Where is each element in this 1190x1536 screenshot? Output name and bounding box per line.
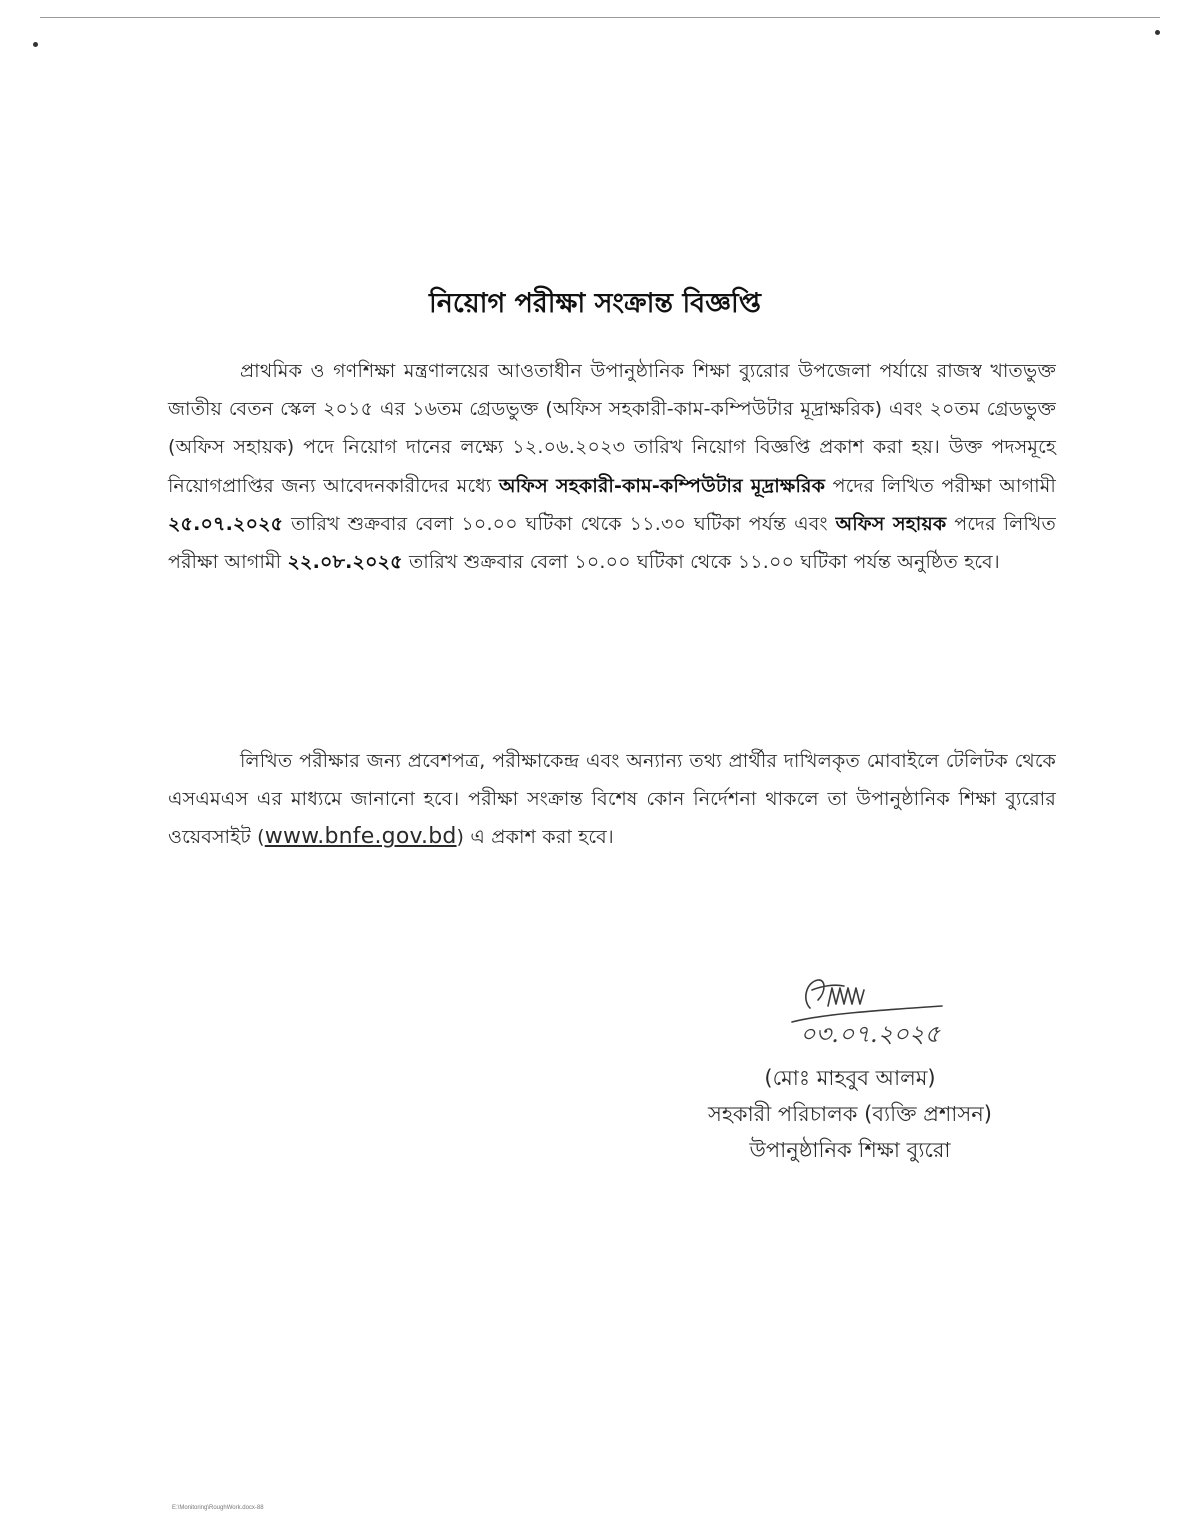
paragraph-admit-info — [168, 742, 1056, 857]
signature-date: ০৩.০৭.২০২৫ — [800, 1020, 941, 1048]
post-name-office-helper: অফিস সহায়ক — [835, 512, 947, 535]
scan-dot — [33, 42, 38, 47]
exam-date-1: ২৫.০৭.২০২৫ — [168, 512, 284, 535]
paragraph-text: পদের লিখিত পরীক্ষা আগামী — [825, 474, 1056, 497]
paragraph-text: পদের লিখিত পরীক্ষা আগামী — [168, 512, 1056, 574]
paragraph-text: ) এ প্রকাশ করা হবে। — [456, 826, 614, 849]
exam-date-2: ২২.০৮.২০২৫ — [287, 551, 403, 574]
paragraph-exam-schedule — [168, 352, 1056, 581]
website-link[interactable]: www.bnfe.gov.bd — [264, 824, 457, 850]
paragraph-text: তারিখ শুক্রবার বেলা ১০.০০ ঘটিকা থেকে ১১.০০ ঘটিকা পর্যন্ত অনুষ্ঠিত হবে। — [402, 551, 1000, 574]
notice-title: নিয়োগ পরীক্ষা সংক্রান্ত বিজ্ঞপ্তি — [429, 288, 761, 319]
paragraph-text: প্রাথমিক ও গণশিক্ষা মন্ত্রণালয়ের আওতাধীন উপানুষ্ঠানিক শিক্ষা ব্যুরোর উপজেলা পর্যায়ে রাজস্ব খাতভুক্ত জাতীয় বেতন স্কেল ২০১৫ এর ১৬তম গ্রেডভুক্ত (অফিস সহকারী-কাম-কম্পিউটার মূদ্রাক্ষরিক) এবং ২০তম গ্রেডভুক্ত (অফিস সহায়ক) পদে নিয়োগ দানের লক্ষ্যে ১২.০৬.২০২৩ তারিখ নিয়োগ বিজ্ঞপ্তি প্রকাশ করা হয়। উক্ত পদসমূহে নিয়োগপ্রাপ্তির জন্য আবেদনকারীদের মধ্যে — [168, 360, 1056, 497]
signature-block — [620, 1060, 1080, 1168]
file-path-footer: E:\Monitoring\RoughWork.docx-88 — [172, 1505, 264, 1511]
signatory-designation: সহকারী পরিচালক (ব্যক্তি প্রশাসন) — [707, 1102, 992, 1126]
signatory-name: (মোঃ মাহবুব আলম) — [764, 1066, 936, 1090]
scan-dot — [1155, 30, 1160, 35]
scan-top-edge — [40, 17, 1160, 18]
post-name-office-assistant-computer: অফিস সহকারী-কাম-কম্পিউটার মূদ্রাক্ষরিক — [498, 474, 826, 497]
signatory-office: উপানুষ্ঠানিক শিক্ষা ব্যুরো — [749, 1138, 951, 1162]
handwritten-signature — [782, 970, 972, 1050]
paragraph-text: তারিখ শুক্রবার বেলা ১০.০০ ঘটিকা থেকে ১১.৩০ ঘটিকা পর্যন্ত এবং — [283, 512, 836, 535]
paragraph-text: লিখিত পরীক্ষার জন্য প্রবেশপত্র, পরীক্ষাকেন্দ্র এবং অন্যান্য তথ্য প্রার্থীর দাখিলকৃত মোবাইলে টেলিটক থেকে এসএমএস এর মাধ্যমে জানানো হবে। পরীক্ষা সংক্রান্ত বিশেষ কোন নির্দেশনা থাকলে তা উপানুষ্ঠানিক শিক্ষা ব্যুরোর ওয়েবসাইট ( — [168, 750, 1056, 849]
